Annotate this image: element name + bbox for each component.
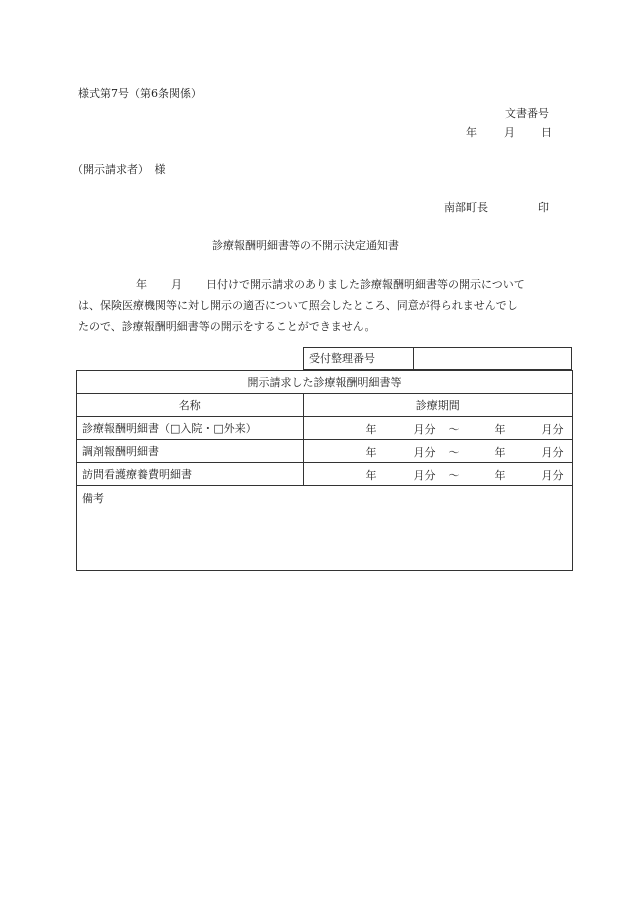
- reception-number-field[interactable]: [414, 348, 571, 369]
- period-start-month: 月分: [413, 423, 436, 436]
- period-start-year: 年: [365, 469, 377, 482]
- row-name: 診療報酬明細書（□入院・□外来）: [77, 417, 304, 440]
- document-title: 診療報酬明細書等の不開示決定通知書: [212, 239, 399, 252]
- date-month: 月: [504, 126, 515, 139]
- period-end-month: 月分: [541, 469, 564, 482]
- period-start-month: 月分: [413, 446, 436, 459]
- period-end-year: 年: [494, 423, 506, 436]
- column-header-period: 診療期間: [303, 394, 572, 417]
- remarks-cell[interactable]: [77, 486, 573, 571]
- body-year: 年: [136, 278, 147, 291]
- period-tilde: ～: [448, 469, 460, 482]
- document-number-label: 文書番号: [505, 107, 549, 120]
- issuer-title: 南部町長: [444, 201, 488, 214]
- date-day: 日: [541, 126, 552, 139]
- addressee: （開示請求者） 様: [72, 163, 166, 176]
- period-end-year: 年: [494, 469, 506, 482]
- body-paragraph: [78, 274, 554, 337]
- period-start-year: 年: [365, 446, 377, 459]
- row-period: [304, 463, 572, 485]
- body-line-3: たので、診療報酬明細書等の開示をすることができません。: [78, 320, 376, 333]
- table-column-header-row: [77, 394, 573, 417]
- row-name: 調剤報酬明細書: [77, 440, 304, 463]
- table-row: [77, 417, 573, 440]
- body-line-2: は、保険医療機関等に対し開示の適否について照会したところ、同意が得られませんでし: [78, 299, 518, 312]
- period-start-month: 月分: [413, 469, 436, 482]
- column-header-name: 名称: [77, 394, 304, 417]
- remarks-row: [77, 486, 573, 571]
- period-end-month: 月分: [541, 423, 564, 436]
- period-start-year: 年: [365, 423, 377, 436]
- disclosure-table: [76, 370, 573, 571]
- reception-number-label: 受付整理番号: [304, 348, 414, 369]
- row-period: [304, 440, 572, 462]
- period-tilde: ～: [448, 423, 460, 436]
- date-line: [466, 124, 552, 140]
- period-end-year: 年: [494, 446, 506, 459]
- body-line-1: [78, 274, 554, 295]
- body-line-1-text: 日付けで開示請求のありました診療報酬明細書等の開示について: [206, 278, 525, 291]
- body-month: 月: [171, 278, 182, 291]
- table-section-header: 開示請求した診療報酬明細書等: [77, 371, 573, 394]
- period-tilde: ～: [448, 446, 460, 459]
- remarks-label: 備考: [82, 492, 104, 505]
- table-section-header-row: [77, 371, 573, 394]
- period-end-month: 月分: [541, 446, 564, 459]
- row-name: 訪問看護療養費明細書: [77, 463, 304, 486]
- form-number: 様式第7号（第6条関係）: [78, 87, 202, 100]
- table-row: [77, 440, 573, 463]
- reception-number-box: [303, 347, 572, 370]
- seal-mark: 印: [538, 201, 549, 214]
- table-row: [77, 463, 573, 486]
- date-year: 年: [466, 126, 477, 139]
- row-period: [304, 417, 572, 439]
